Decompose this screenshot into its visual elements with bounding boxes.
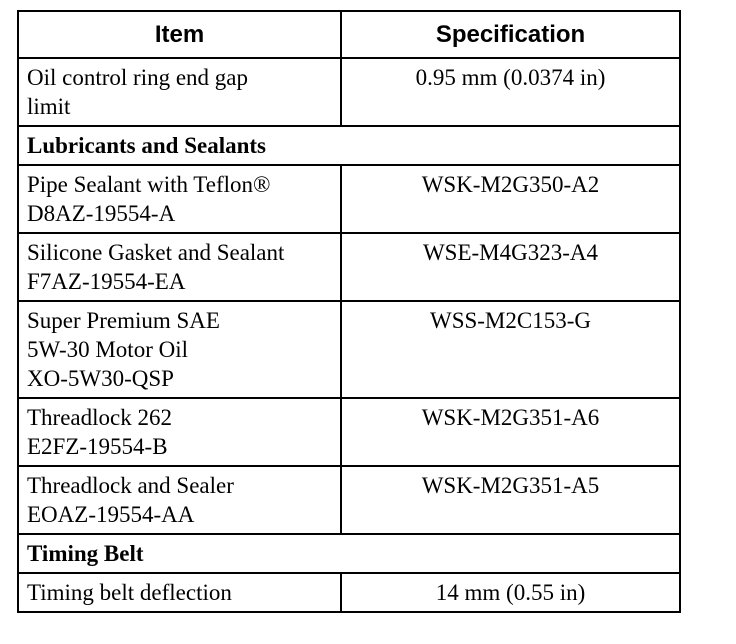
specification-cell: WSK-M2G351-A5	[341, 466, 680, 534]
item-text-line: XO-5W30-QSP	[27, 366, 174, 391]
item-column-header: Item	[18, 11, 341, 58]
item-text-line: EOAZ-19554-AA	[27, 502, 195, 527]
section-label: Timing Belt	[18, 534, 680, 573]
item-text-line: F7AZ-19554-EA	[27, 269, 186, 294]
table-row	[18, 233, 680, 301]
table-row	[18, 466, 680, 534]
item-text-line: Threadlock 262	[27, 405, 172, 430]
table-row	[18, 58, 680, 126]
item-cell	[18, 301, 341, 398]
section-header-row	[18, 534, 680, 573]
item-text-line: Timing belt deflection	[27, 580, 232, 605]
item-text-line: Threadlock and Sealer	[27, 473, 234, 498]
section-label: Lubricants and Sealants	[18, 126, 680, 165]
table-row	[18, 398, 680, 466]
item-text-line: Oil control ring end gap	[27, 65, 249, 90]
specification-cell: 14 mm (0.55 in)	[341, 573, 680, 612]
specification-cell: WSK-M2G351-A6	[341, 398, 680, 466]
section-header-row	[18, 126, 680, 165]
item-cell	[18, 398, 341, 466]
item-text-line: 5W-30 Motor Oil	[27, 337, 188, 362]
item-cell	[18, 573, 341, 612]
table-body	[18, 58, 680, 612]
item-cell	[18, 58, 341, 126]
item-text-line: Pipe Sealant with Teflon®	[27, 172, 271, 197]
item-text-line: Super Premium SAE	[27, 308, 220, 333]
item-cell	[18, 466, 341, 534]
table-row	[18, 573, 680, 612]
specification-cell: 0.95 mm (0.0374 in)	[341, 58, 680, 126]
table-header-row	[18, 11, 680, 58]
specification-table	[17, 10, 681, 613]
item-text-line: D8AZ-19554-A	[27, 201, 176, 226]
table-row	[18, 165, 680, 233]
specification-cell: WSE-M4G323-A4	[341, 233, 680, 301]
item-cell	[18, 233, 341, 301]
item-text-line: E2FZ-19554-B	[27, 434, 168, 459]
item-text-line: limit	[27, 94, 71, 119]
item-cell	[18, 165, 341, 233]
specification-cell: WSK-M2G350-A2	[341, 165, 680, 233]
table-row	[18, 301, 680, 398]
specification-column-header: Specification	[341, 11, 680, 58]
specification-cell: WSS-M2C153-G	[341, 301, 680, 398]
item-text-line: Silicone Gasket and Sealant	[27, 240, 285, 265]
